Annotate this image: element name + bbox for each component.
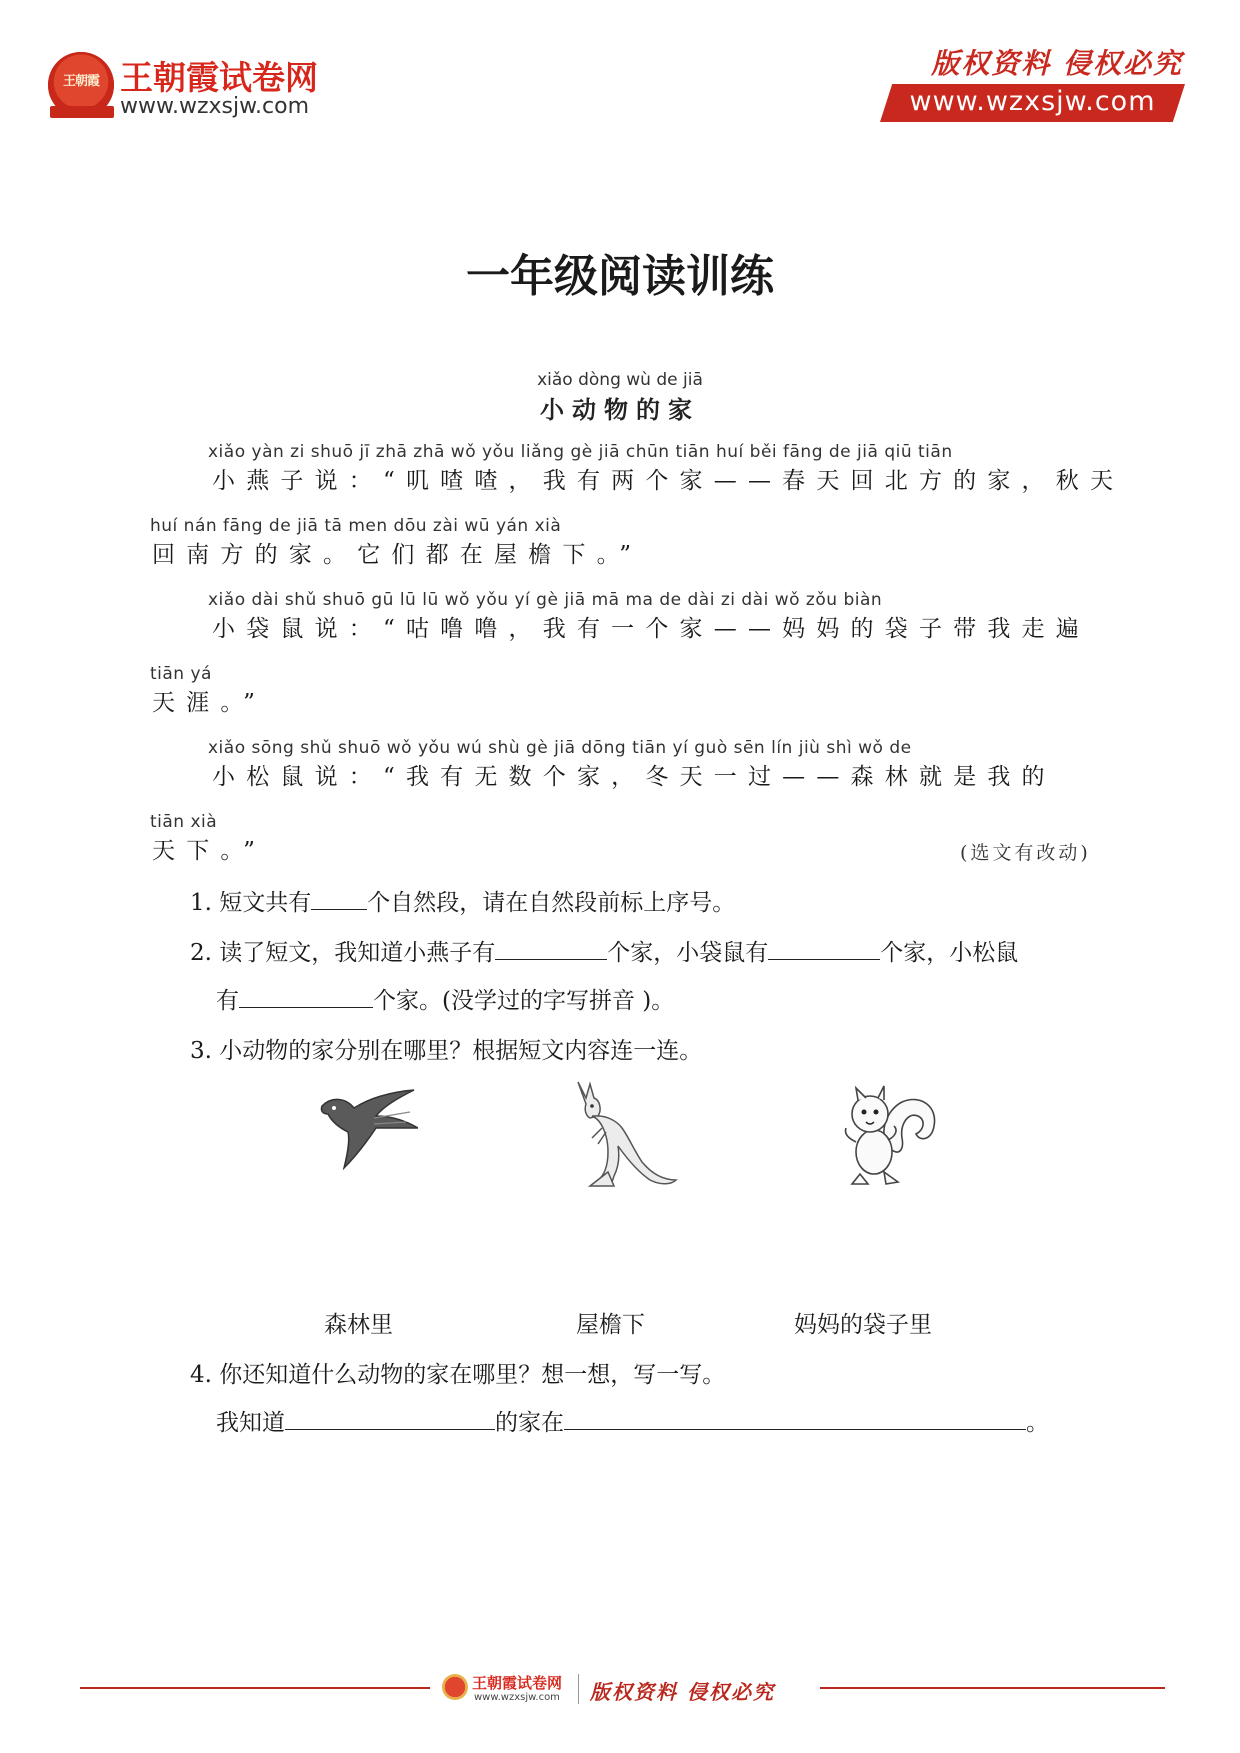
question-4-answer xyxy=(216,1404,1049,1437)
question-3: 3. 小动物的家分别在哪里？根据短文内容连一连。 xyxy=(190,1038,703,1064)
passage-title: 小动物的家 xyxy=(540,395,700,424)
answer-blank[interactable] xyxy=(285,1407,495,1430)
question-2-text: 个家，小松鼠 xyxy=(880,940,1019,966)
question-2-text: 个家，小袋鼠有 xyxy=(607,940,769,966)
passage-line-pinyin: huí nán fāng de jiā tā men dōu zài wū yán xià xyxy=(150,516,562,536)
passage-line-text: 天涯。” xyxy=(152,690,267,716)
site-logo xyxy=(48,48,348,128)
brand-name: 王朝霞试卷网 xyxy=(120,58,318,97)
footer-copyright: 版权资料 侵权必究 xyxy=(590,1680,775,1704)
footer-brand-name: 王朝霞试卷网 xyxy=(472,1674,563,1692)
passage-line-text: 天下。” xyxy=(152,838,267,864)
question-1-text: 1. 短文共有 xyxy=(190,890,312,916)
passage-line-pinyin: xiǎo dài shǔ shuō gū lū lū wǒ yǒu yí gè jiā mā ma de dài zi dài wǒ zǒu biàn xyxy=(208,590,883,610)
question-1 xyxy=(190,884,735,917)
question-4-text: 。 xyxy=(1026,1410,1049,1436)
footer-divider-left xyxy=(80,1687,430,1689)
answer-blank[interactable] xyxy=(564,1407,1026,1430)
question-2-continued xyxy=(216,982,674,1015)
passage-line-pinyin: tiān xià xyxy=(150,812,218,832)
question-4-text: 的家在 xyxy=(495,1410,564,1436)
answer-blank[interactable] xyxy=(311,887,367,910)
copyright-url: www.wzxsjw.com xyxy=(909,86,1156,117)
source-note: (选文有改动) xyxy=(960,842,1091,864)
passage-line-pinyin: xiǎo yàn zi shuō jī zhā zhā wǒ yǒu liǎng gè jiā chūn tiān huí běi fāng de jiā qiū tiān xyxy=(208,442,953,462)
footer-brand-url: www.wzxsjw.com xyxy=(474,1692,560,1703)
passage-line-text: 小袋鼠说：“咕噜噜，我有一个家——妈妈的袋子带我走遍 xyxy=(212,616,1090,642)
footer-logo-icon xyxy=(442,1674,468,1700)
passage-line-text: 小松鼠说：“我有无数个家，冬天一过——森林就是我的 xyxy=(212,764,1056,790)
kangaroo-icon xyxy=(568,1076,678,1190)
match-option-pouch[interactable]: 妈妈的袋子里 xyxy=(794,1312,932,1338)
answer-blank[interactable] xyxy=(768,937,880,960)
question-2 xyxy=(190,934,1018,967)
match-option-eaves[interactable]: 屋檐下 xyxy=(576,1312,645,1338)
question-4: 4. 你还知道什么动物的家在哪里？想一想，写一写。 xyxy=(190,1362,726,1388)
question-2-text: 2. 读了短文，我知道小燕子有 xyxy=(190,940,496,966)
answer-blank[interactable] xyxy=(495,937,607,960)
logo-ribbon xyxy=(50,106,114,118)
logo-seal-text: 王朝霞 xyxy=(62,74,99,89)
brand-url: www.wzxsjw.com xyxy=(120,94,310,119)
footer-separator xyxy=(578,1674,579,1704)
passage-line-pinyin: xiǎo sōng shǔ shuō wǒ yǒu wú shù gè jiā dōng tiān yí guò sēn lín jiù shì wǒ de xyxy=(208,738,912,758)
answer-blank[interactable] xyxy=(239,985,373,1008)
page-title: 一年级阅读训练 xyxy=(466,251,774,302)
copyright-notice: 版权资料 侵权必究 xyxy=(931,47,1183,80)
passage-line-text: 回南方的家。它们都在屋檐下。” xyxy=(152,542,643,568)
question-2-text: 有 xyxy=(216,988,239,1014)
question-4-text: 我知道 xyxy=(216,1410,285,1436)
question-2-text: 个家。(没学过的字写拼音 )。 xyxy=(373,988,675,1014)
question-1-text: 个自然段，请在自然段前标上序号。 xyxy=(367,890,736,916)
passage-line-text: 小燕子说：“叽喳喳，我有两个家——春天回北方的家，秋天 xyxy=(212,468,1125,494)
passage-line-pinyin: tiān yá xyxy=(150,664,212,684)
match-option-forest[interactable]: 森林里 xyxy=(324,1312,393,1338)
squirrel-icon xyxy=(836,1080,940,1188)
passage-title-pinyin: xiǎo dòng wù de jiā xyxy=(537,370,703,390)
footer-divider-right xyxy=(820,1687,1165,1689)
swallow-icon xyxy=(318,1088,418,1170)
